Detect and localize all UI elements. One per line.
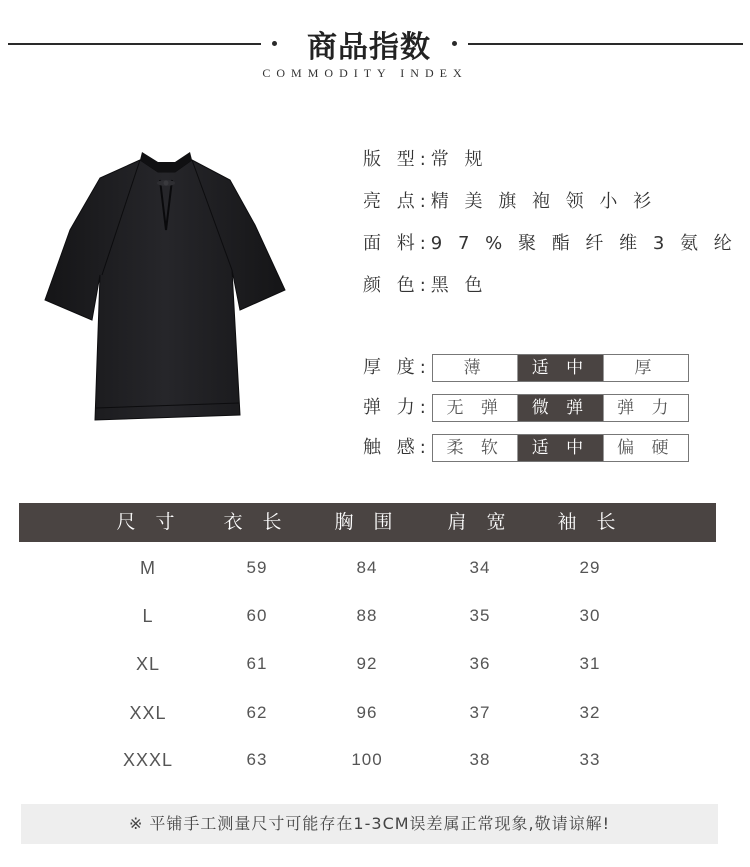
size-table-header	[19, 503, 716, 542]
attr-color	[363, 273, 703, 315]
level-thickness	[363, 354, 703, 394]
table-row	[19, 703, 716, 751]
table-cell-size: XXXL	[122, 750, 174, 770]
table-cell-size: M	[140, 558, 156, 578]
table-header-size: 尺 寸	[116, 511, 182, 533]
table-row	[19, 750, 716, 798]
level-indicators	[363, 354, 703, 474]
level-label: 厚 度:	[363, 357, 431, 378]
attr-fit	[363, 147, 703, 189]
table-cell: 63	[246, 750, 268, 769]
level-option: 薄	[433, 355, 518, 381]
table-header-chest: 胸 围	[334, 511, 400, 533]
level-options	[432, 354, 689, 382]
attr-value: 精 美 旗 袍 领 小 衫	[430, 191, 657, 212]
table-cell: 61	[246, 654, 268, 673]
level-options	[432, 394, 689, 422]
level-option-active: 适 中	[518, 435, 603, 461]
level-option-active: 适 中	[518, 355, 603, 381]
measurement-note: ※ 平铺手工测量尺寸可能存在1-3CM误差属正常现象,敬请谅解!	[21, 804, 718, 844]
table-cell: 59	[246, 558, 268, 577]
table-header-length: 衣 长	[223, 511, 289, 533]
level-option: 无 弹	[433, 395, 518, 421]
table-row	[19, 558, 716, 606]
section-header	[0, 0, 750, 90]
level-label: 触 感:	[363, 437, 431, 458]
level-option: 柔 软	[433, 435, 518, 461]
table-cell: 36	[469, 654, 491, 673]
table-cell-size: XL	[135, 654, 161, 674]
table-cell: 88	[356, 606, 378, 625]
level-option-active: 微 弹	[518, 395, 603, 421]
table-cell: 32	[579, 703, 601, 722]
header-dot-right	[452, 41, 457, 46]
table-cell-size: L	[142, 606, 154, 626]
level-option: 厚	[634, 358, 658, 378]
table-cell: 29	[579, 558, 601, 577]
header-line-right	[468, 43, 743, 45]
attr-highlight	[363, 189, 703, 231]
table-cell: 37	[469, 703, 491, 722]
level-option: 弹 力	[617, 398, 675, 418]
page-title: 商品指数	[307, 30, 431, 65]
level-option: 偏 硬	[617, 438, 675, 458]
product-attributes	[363, 147, 737, 315]
header-dot-left	[272, 41, 277, 46]
attr-value: 黑 色	[430, 275, 488, 296]
table-cell: 35	[469, 606, 491, 625]
table-cell-size: XXL	[129, 703, 167, 723]
table-cell: 92	[356, 654, 378, 673]
table-cell: 60	[246, 606, 268, 625]
attr-label: 版 型:	[363, 149, 431, 170]
table-row	[19, 606, 716, 654]
table-cell: 34	[469, 558, 491, 577]
attr-label: 颜 色:	[363, 275, 431, 296]
level-label: 弹 力:	[363, 397, 431, 418]
table-header-sleeve: 袖 长	[557, 511, 623, 533]
table-cell: 100	[351, 750, 383, 769]
table-row	[19, 654, 716, 702]
level-options	[432, 434, 689, 462]
garment-illustration	[40, 150, 290, 430]
table-cell: 84	[356, 558, 378, 577]
attr-value: 9 7 % 聚 酯 纤 维 3 氨 纶	[430, 233, 737, 254]
table-cell: 38	[469, 750, 491, 769]
table-cell: 31	[579, 654, 601, 673]
attr-label: 亮 点:	[363, 191, 431, 212]
level-feel	[363, 434, 703, 474]
product-image	[40, 150, 290, 430]
attr-value: 常 规	[430, 149, 488, 170]
table-cell: 96	[356, 703, 378, 722]
table-cell: 62	[246, 703, 268, 722]
header-line-left	[8, 43, 261, 45]
page-subtitle: COMMODITY INDEX	[262, 66, 468, 80]
table-cell: 33	[579, 750, 601, 769]
attr-fabric	[363, 231, 737, 273]
table-cell: 30	[579, 606, 601, 625]
attr-label: 面 料:	[363, 233, 431, 254]
level-elasticity	[363, 394, 703, 434]
table-header-shoulder: 肩 宽	[447, 511, 513, 533]
